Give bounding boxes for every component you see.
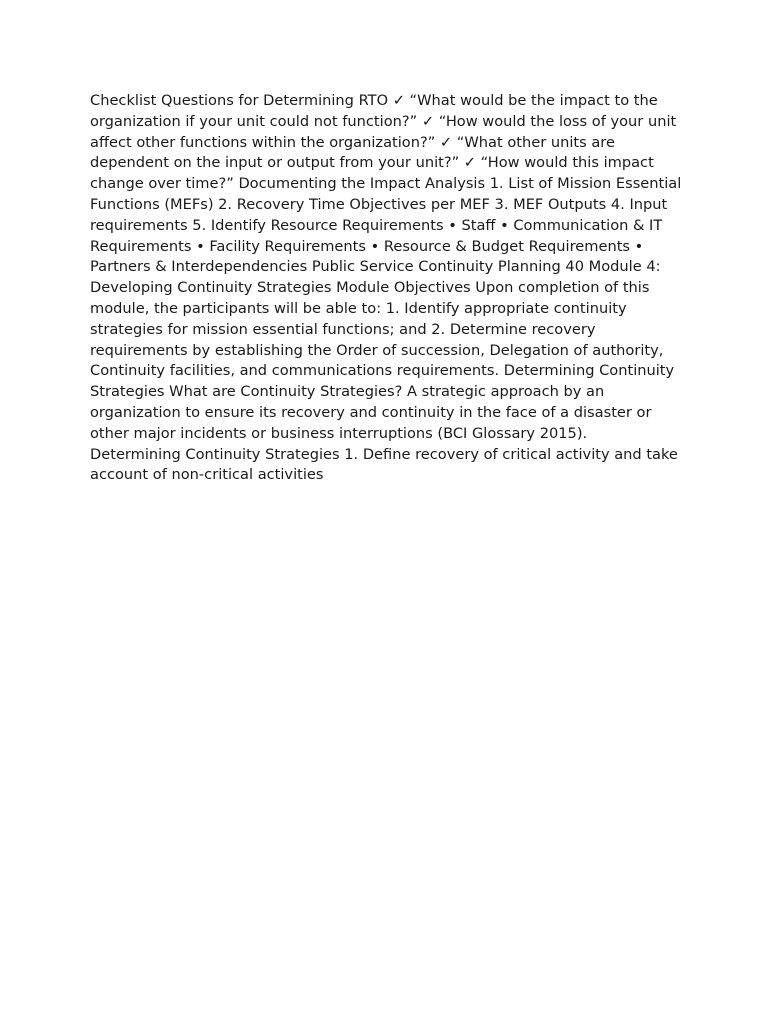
document-body-text: Checklist Questions for Determining RTO ✓ “What would be the impact to the organization if your unit could not function?” ✓ “How would the loss of your unit affect other functions within the organization?” ✓ “What other units are dependent on the input or output from your unit?” ✓ “How would this impact change over time?” Documenting the Impact Analysis 1. List of Mission Essential Functions (MEFs) 2. Recovery Time Objectives per MEF 3. MEF Outputs 4. Input requirements 5. Identify Resource Requirements • Staff • Communication & IT Requirements • Facility Requirements • Resource & Budget Requirements • Partners & Interdependencies Public Service Continuity Planning 40 Module 4: Developing Continuity Strategies Module Objectives Upon completion of this module, the participants will be able to: 1. Identify appropriate continuity strategies for mission essential functions; and 2. Determine recovery requirements by establishing the Order of succession, Delegation of authority, Continuity facilities, and communications requirements. Determining Continuity Strategies What are Continuity Strategies? A strategic approach by an organization to ensure its recovery and continuity in the face of a disaster or other major incidents or business interruptions (BCI Glossary 2015). Determining Continuity Strategies 1. Define recovery of critical activity and take account of non-critical activities [90,92,682,484]
